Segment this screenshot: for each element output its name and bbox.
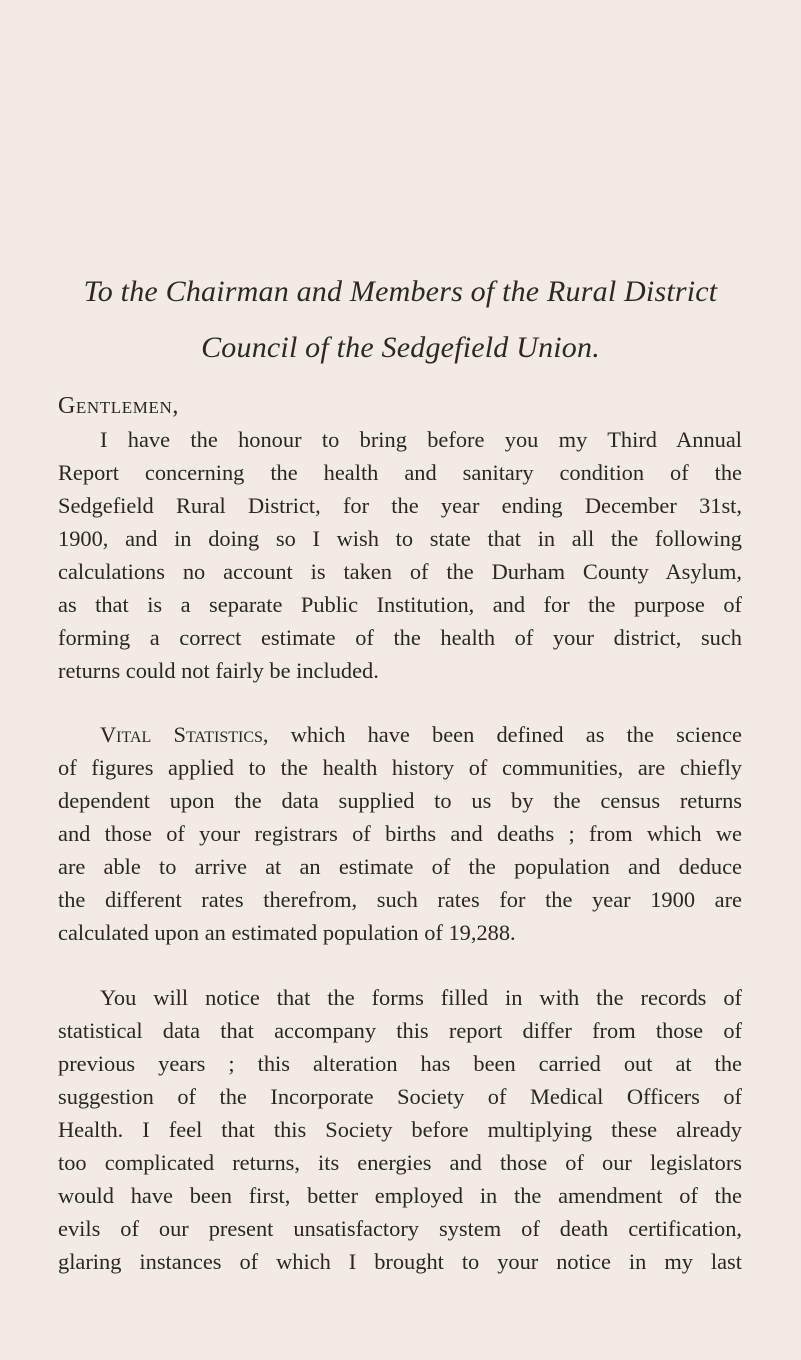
paragraph-3-line-2: statistical data that accompany this report differ from those of bbox=[58, 1018, 742, 1043]
paragraph-1-line-5: calculations no account is taken of the Durham County Asylum, bbox=[58, 559, 742, 584]
paragraph-3-line-9: glaring instances of which I brought to your notice in my last bbox=[58, 1249, 742, 1274]
paragraph-1-line-7: forming a correct estimate of the health of your district, such bbox=[58, 625, 742, 650]
paragraph-1-line-8: returns could not fairly be included. bbox=[58, 658, 379, 683]
paragraph-2-line-6: the different rates therefrom, such rates for the year 1900 are bbox=[58, 887, 742, 912]
paragraph-1-line-2: Report concerning the health and sanitary condition of the bbox=[58, 460, 742, 485]
paragraph-3-line-7: would have been first, better employed in the amendment of the bbox=[58, 1183, 742, 1208]
paragraph-2-line-5: are able to arrive at an estimate of the population and deduce bbox=[58, 854, 742, 879]
paragraph-3-line-4: suggestion of the Incorporate Society of Medical Officers of bbox=[58, 1084, 742, 1109]
heading-line-1: To the Chairman and Members of the Rural District bbox=[83, 275, 718, 308]
paragraph-2-line-1-rest: which have been defined as the science bbox=[268, 722, 742, 747]
paragraph-2-line-7: calculated upon an estimated population of 19,288. bbox=[58, 920, 516, 945]
paragraph-3-line-8: evils of our present unsatisfactory system of death certification, bbox=[58, 1216, 742, 1241]
salutation: Gentlemen, bbox=[58, 393, 179, 419]
vital-statistics-lead: Vital Statistics, bbox=[100, 722, 269, 747]
paragraph-1-line-6: as that is a separate Public Institution, and for the purpose of bbox=[58, 592, 742, 617]
paragraph-2-line-3: dependent upon the data supplied to us by the census returns bbox=[58, 788, 742, 813]
paragraph-3-line-1: You will notice that the forms filled in with the records of bbox=[100, 985, 742, 1010]
paragraph-2-line-1 bbox=[100, 720, 742, 750]
paragraph-1-line-4: 1900, and in doing so I wish to state that in all the following bbox=[58, 526, 742, 551]
paragraph-3-line-6: too complicated returns, its energies and those of our legislators bbox=[58, 1150, 742, 1175]
paragraph-1-line-3: Sedgefield Rural District, for the year ending December 31st, bbox=[58, 493, 742, 518]
paragraph-2-line-4: and those of your registrars of births and deaths ; from which we bbox=[58, 821, 742, 846]
paragraph-3-line-3: previous years ; this alteration has been carried out at the bbox=[58, 1051, 742, 1076]
paragraph-3-line-5: Health. I feel that this Society before multiplying these already bbox=[58, 1117, 742, 1142]
paragraph-2-line-2: of figures applied to the health history of communities, are chiefly bbox=[58, 755, 742, 780]
heading-line-2: Council of the Sedgefield Union. bbox=[201, 331, 600, 364]
paragraph-1-line-1: I have the honour to bring before you my Third Annual bbox=[100, 427, 742, 452]
